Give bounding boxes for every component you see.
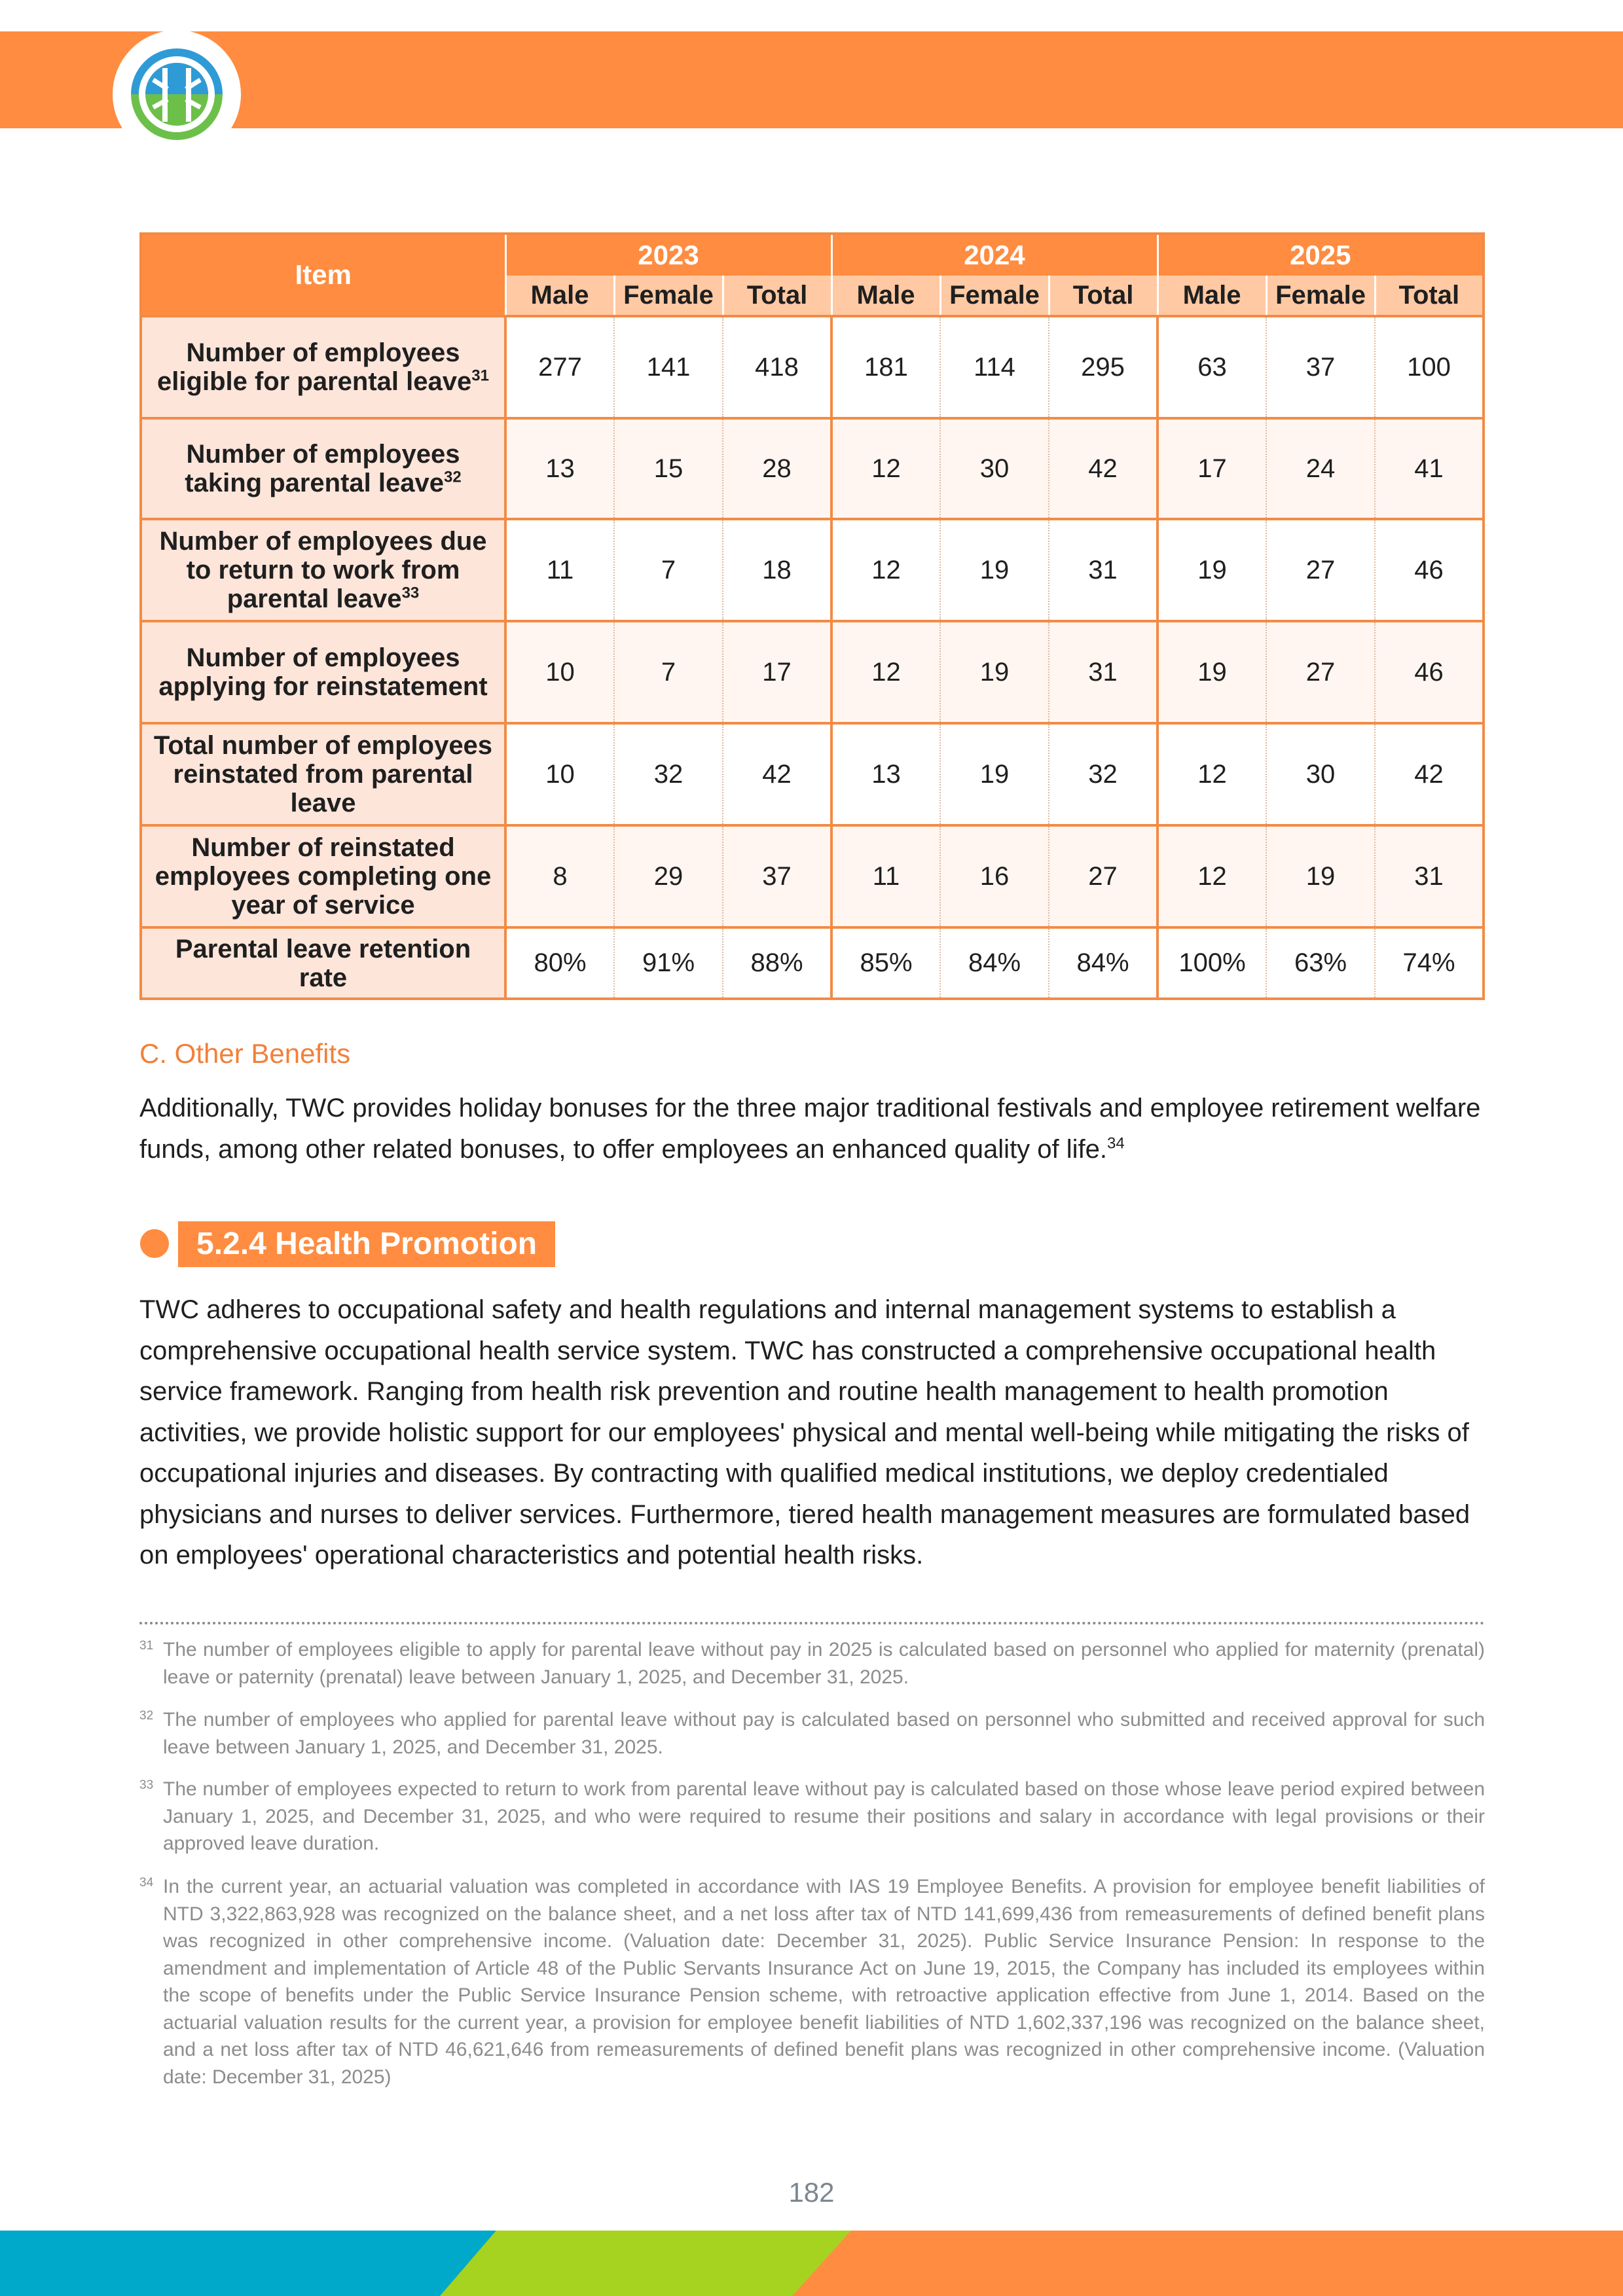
year-header: 2025	[1158, 234, 1484, 276]
row-label: Number of employees due to return to work from parental leave$^{33}$	[141, 519, 505, 621]
table-row	[141, 825, 1484, 927]
table-cell: 8	[505, 825, 614, 927]
subheader-cell: Male	[505, 276, 614, 316]
subheader-cell: Total	[1375, 276, 1484, 316]
table-cell: 46	[1375, 519, 1484, 621]
table-cell: 63	[1158, 316, 1266, 418]
subheader-cell: Female	[614, 276, 723, 316]
parental-leave-table	[139, 232, 1485, 1000]
table-row	[141, 519, 1484, 621]
table-cell: 74%	[1375, 927, 1484, 999]
table-cell: 181	[831, 316, 940, 418]
footnote: 31 The number of employees eligible to apply for parental leave without pay in 2025 is calculated based on personnel who applied for maternity (prenatal) leave or paternity (prenatal) leave between January 1, 2025, and December 31, 2025.	[139, 1639, 1485, 1688]
year-header: 2024	[831, 234, 1158, 276]
table-cell: 31	[1049, 621, 1158, 723]
section-bullet-icon	[140, 1229, 169, 1258]
table-cell: 18	[723, 519, 831, 621]
table-cell: 19	[1158, 621, 1266, 723]
table-cell: 28	[723, 418, 831, 519]
table-cell: 84%	[1049, 927, 1158, 999]
table-cell: 418	[723, 316, 831, 418]
table-cell: 17	[723, 621, 831, 723]
table-cell: 12	[831, 418, 940, 519]
company-logo	[117, 34, 237, 154]
footnote: 33 The number of employees expected to return to work from parental leave without pay is calculated based on those whose leave period expired between January 1, 2025, and December 31, 2025, and who were required to resume their positions and salary in accordance with legal provisions or their approved leave duration.	[139, 1778, 1485, 1854]
table-cell: 24	[1266, 418, 1375, 519]
section-title: 5.2.4 Health Promotion	[178, 1221, 555, 1267]
table-cell: 11	[831, 825, 940, 927]
table-cell: 91%	[614, 927, 723, 999]
table-cell: 19	[1266, 825, 1375, 927]
table-cell: 42	[1375, 723, 1484, 825]
table-cell: 13	[831, 723, 940, 825]
year-header: 2023	[505, 234, 831, 276]
row-label: Number of employees taking parental leave$^{32}$	[141, 418, 505, 519]
table-cell: 41	[1375, 418, 1484, 519]
table-cell: 7	[614, 621, 723, 723]
table-cell: 10	[505, 621, 614, 723]
table-cell: 16	[940, 825, 1049, 927]
table-cell: 46	[1375, 621, 1484, 723]
table-cell: 12	[831, 519, 940, 621]
table-cell: 19	[1158, 519, 1266, 621]
row-label: Total number of employees reinstated from parental leave	[141, 723, 505, 825]
other-benefits-heading: C. Other Benefits	[139, 1038, 351, 1069]
table-cell: 37	[1266, 316, 1375, 418]
footnote-ref: 34	[1107, 1134, 1125, 1153]
table-row	[141, 621, 1484, 723]
table-cell: 30	[940, 418, 1049, 519]
table-row	[141, 418, 1484, 519]
table-cell: 11	[505, 519, 614, 621]
footnote: 32 The number of employees who applied for parental leave without pay is calculated based on personnel who submitted and received approval for such leave between January 1, 2025, and December 31, 2025.	[139, 1709, 1485, 1758]
table-cell: 17	[1158, 418, 1266, 519]
table-cell: 141	[614, 316, 723, 418]
table-cell: 42	[1049, 418, 1158, 519]
table-row	[141, 927, 1484, 999]
footer-band	[0, 2231, 1623, 2296]
other-benefits-text: Additionally, TWC provides holiday bonuses for the three major traditional festivals and employee retirement welfare funds, among other related bonuses, to offer employees an enhanced quality of life.$^{34}$	[139, 1094, 1481, 1164]
footnote-ref: 31	[471, 367, 489, 385]
table-cell: 85%	[831, 927, 940, 999]
footnote-divider	[139, 1622, 1485, 1624]
row-label: Number of employees eligible for parental leave$^{31}$	[141, 316, 505, 418]
table-cell: 27	[1266, 519, 1375, 621]
table-cell: 100	[1375, 316, 1484, 418]
table-cell: 12	[1158, 825, 1266, 927]
table-cell: 10	[505, 723, 614, 825]
row-label: Number of employees applying for reinstatement	[141, 621, 505, 723]
subheader-cell: Female	[1266, 276, 1375, 316]
subheader-cell: Total	[1049, 276, 1158, 316]
row-label: Number of reinstated employees completing one year of service	[141, 825, 505, 927]
table-cell: 19	[940, 723, 1049, 825]
table-cell: 31	[1375, 825, 1484, 927]
table-cell: 29	[614, 825, 723, 927]
table-row	[141, 723, 1484, 825]
footnote-ref: 33	[401, 584, 420, 602]
subheader-cell: Male	[1158, 276, 1266, 316]
table-cell: 7	[614, 519, 723, 621]
table-cell: 88%	[723, 927, 831, 999]
table-cell: 295	[1049, 316, 1158, 418]
table-cell: 15	[614, 418, 723, 519]
table-cell: 63%	[1266, 927, 1375, 999]
subheader-cell: Total	[723, 276, 831, 316]
footnote: 34 In the current year, an actuarial valuation was completed in accordance with IAS 19 Employee Benefits. A provision for employee benefit liabilities of NTD 3,322,863,928 was recognized on the balance sheet, and a net loss after tax of NTD 141,699,436 from remeasurements of defined benefit plans was recognized in other comprehensive income. (Valuation date: December 31, 2025). Public Service Insurance Pension: In response to the amendment and implementation of Article 48 of the Public Servants Insurance Act on June 19, 2015, the Company has included its employees within the scope of benefits under the Public Service Insurance Pension scheme, with retroactive application effective from June 1, 2014. Based on the actuarial valuation results for the current year, a provision for employee benefit liabilities of NTD 1,602,337,196 was recognized on the balance sheet, and a net loss after tax of NTD 46,621,646 from remeasurements of defined benefit plans was recognized in other comprehensive income. (Valuation date: December 31, 2025)	[139, 1876, 1485, 2088]
table-row	[141, 316, 1484, 418]
table-cell: 19	[940, 621, 1049, 723]
table-cell: 32	[614, 723, 723, 825]
table-cell: 100%	[1158, 927, 1266, 999]
table-cell: 30	[1266, 723, 1375, 825]
table-cell: 42	[723, 723, 831, 825]
table-cell: 114	[940, 316, 1049, 418]
table-cell: 27	[1049, 825, 1158, 927]
page-number: 182	[788, 2177, 835, 2208]
table-cell: 12	[831, 621, 940, 723]
table-cell: 37	[723, 825, 831, 927]
header-bar	[0, 31, 1623, 128]
table-cell: 27	[1266, 621, 1375, 723]
table-cell: 80%	[505, 927, 614, 999]
subheader-cell: Female	[940, 276, 1049, 316]
table-cell: 84%	[940, 927, 1049, 999]
table-cell: 19	[940, 519, 1049, 621]
table-cell: 32	[1049, 723, 1158, 825]
table-cell: 277	[505, 316, 614, 418]
table-cell: 12	[1158, 723, 1266, 825]
item-header: Item	[141, 234, 505, 316]
footnote-ref: 32	[444, 468, 462, 486]
row-label: Parental leave retention rate	[141, 927, 505, 999]
subheader-cell: Male	[831, 276, 940, 316]
table-cell: 13	[505, 418, 614, 519]
table-cell: 31	[1049, 519, 1158, 621]
section-body: TWC adheres to occupational safety and health regulations and internal management systems to establish a comprehensive occupational health service system. TWC has constructed a comprehensive occupational health service framework. Ranging from health risk prevention and routine health management to health promotion activities, we provide holistic support for our employees' physical and mental well-being while mitigating the risks of occupational injuries and diseases. By contracting with qualified medical institutions, we deploy credentialed physicians and nurses to deliver services. Furthermore, tiered health management measures are formulated based on employees' operational characteristics and potential health risks.	[139, 1295, 1470, 1570]
